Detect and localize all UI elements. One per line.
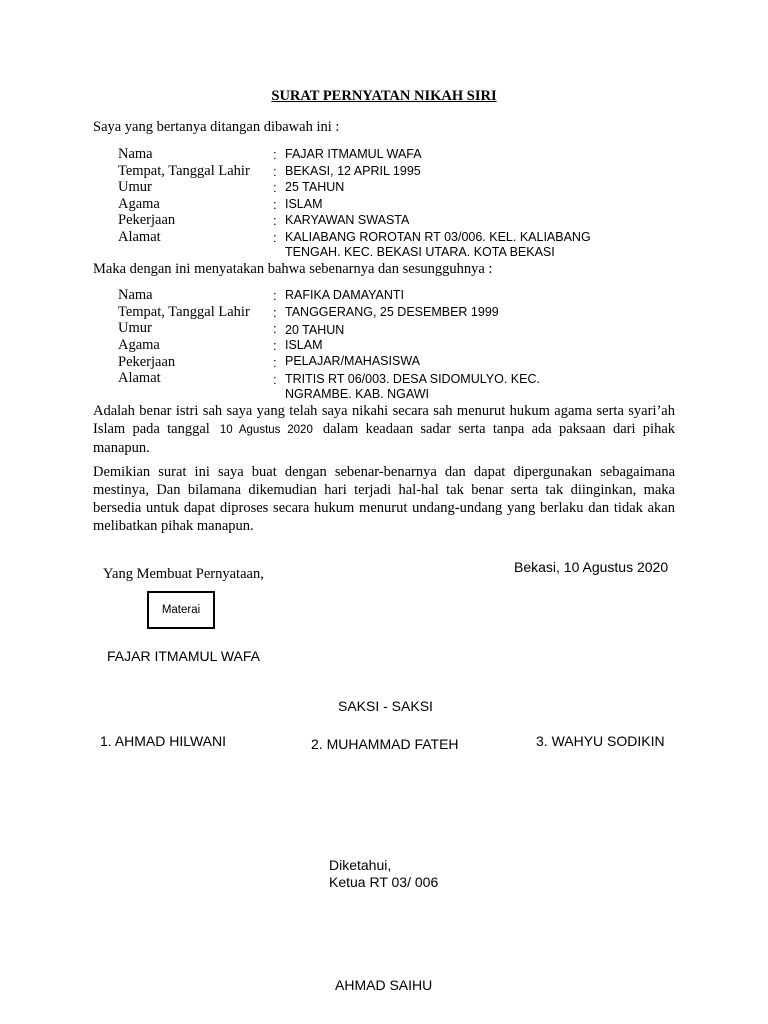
paragraph-declaration: Demikian surat ini saya buat dengan sebenar-benarnya dan dapat dipergunakan sebagaimana mestinya, Dan bilamana dikemudian hari terjadi hal-hal tak benar serta tak diinginkan, maka bersedia untuk dapat diproses secara hukum menurut undang-undang yang berlaku dan tidak akan melibatkan pihak manapun. — [93, 464, 675, 534]
person1-umur: 25 TAHUN — [285, 180, 345, 194]
person2-alamat-line2: NGRAMBE. KAB. NGAWI — [285, 387, 430, 401]
person1-ttl: BEKASI, 12 APRIL 1995 — [285, 164, 421, 178]
label-agama: Agama — [118, 196, 160, 212]
colon: : — [273, 164, 277, 179]
person1-alamat-line1: KALIABANG ROROTAN RT 03/006. KEL. KALIABANG — [285, 230, 591, 244]
label-umur: Umur — [118, 179, 152, 195]
label-ttl: Tempat, Tanggal Lahir — [118, 304, 250, 320]
person2-umur: 20 TAHUN — [285, 323, 345, 337]
intro-text: Saya yang bertanya ditangan dibawah ini : — [93, 119, 340, 135]
label-alamat: Alamat — [118, 229, 161, 245]
signer-label: Yang Membuat Pernyataan, — [103, 566, 264, 582]
signer-name: FAJAR ITMAMUL WAFA — [107, 648, 260, 664]
colon: : — [273, 213, 277, 228]
label-nama: Nama — [118, 287, 153, 303]
statement-text: Maka dengan ini menyatakan bahwa sebenarnya dan sesungguhnya : — [93, 261, 493, 277]
person2-nama: RAFIKA DAMAYANTI — [285, 288, 405, 302]
colon: : — [273, 321, 277, 336]
colon: : — [273, 230, 277, 245]
rt-head-label: Ketua RT 03/ 006 — [329, 874, 439, 890]
acknowledged-label: Diketahui, — [329, 857, 392, 873]
rt-head-name: AHMAD SAIHU — [335, 977, 433, 993]
label-agama: Agama — [118, 337, 160, 353]
person2-ttl: TANGGERANG, 25 DESEMBER 1999 — [285, 305, 499, 319]
colon: : — [273, 180, 277, 195]
person1-alamat-line2: TENGAH. KEC. BEKASI UTARA. KOTA BEKASI — [285, 245, 555, 259]
label-umur: Umur — [118, 320, 152, 336]
stamp-box — [147, 591, 215, 629]
colon: : — [273, 288, 277, 303]
person1-agama: ISLAM — [285, 197, 323, 211]
person1-nama: FAJAR ITMAMUL WAFA — [285, 147, 422, 161]
document-title: SURAT PERNYATAN NIKAH SIRI — [271, 88, 497, 104]
witness-1: 1. AHMAD HILWANI — [100, 733, 227, 749]
colon: : — [273, 197, 277, 212]
person2-alamat-line1: TRITIS RT 06/003. DESA SIDOMULYO. KEC. — [285, 372, 540, 386]
person2-pekerjaan: PELAJAR/MAHASISWA — [285, 354, 420, 368]
witness-heading: SAKSI - SAKSI — [338, 698, 433, 714]
colon: : — [273, 338, 277, 353]
label-nama: Nama — [118, 146, 153, 162]
colon: : — [273, 372, 277, 387]
paragraph-text: Adalah benar istri sah saya yang telah saya nikahi secara sah menurut hukum agama serta syari’ah Islam pada tanggal — [93, 403, 675, 437]
label-ttl: Tempat, Tanggal Lahir — [118, 163, 250, 179]
paragraph-text: dalam keadaan sadar serta tanpa ada paksaan dari pihak manapun. — [93, 421, 676, 456]
colon: : — [273, 355, 277, 370]
witness-2: 2. MUHAMMAD FATEH — [311, 736, 459, 752]
witness-3: 3. WAHYU SODIKIN — [536, 733, 665, 749]
marriage-date: 10 Agustus 2020 — [219, 424, 313, 436]
colon: : — [273, 147, 277, 162]
person1-pekerjaan: KARYAWAN SWASTA — [285, 213, 410, 227]
label-pekerjaan: Pekerjaan — [118, 354, 176, 370]
paragraph-marriage-statement — [93, 402, 675, 457]
person2-agama: ISLAM — [285, 338, 323, 352]
place-date: Bekasi, 10 Agustus 2020 — [514, 559, 669, 575]
label-alamat: Alamat — [118, 370, 161, 386]
label-pekerjaan: Pekerjaan — [118, 212, 176, 228]
stamp-label: Materai — [161, 604, 201, 616]
colon: : — [273, 305, 277, 320]
